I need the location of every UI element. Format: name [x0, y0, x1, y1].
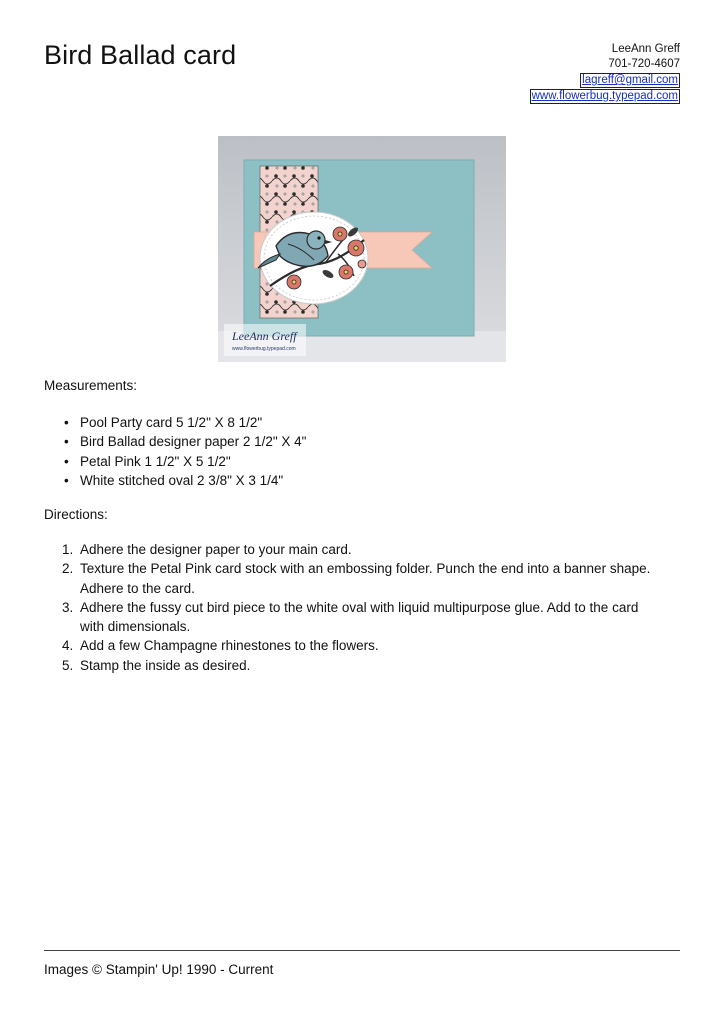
email-link[interactable]: lagreff@gmail.com	[582, 74, 678, 86]
step-text: Stamp the inside as desired.	[80, 657, 251, 673]
list-item: • Pool Party card 5 1/2" X 8 1/2"	[44, 413, 306, 432]
watermark	[224, 324, 306, 356]
footer-divider	[44, 950, 680, 951]
list-item	[44, 636, 664, 655]
contact-block	[530, 42, 680, 104]
step-text: Texture the Petal Pink card stock with an embossing folder. Punch the end into a banner shape. Adhere to the card.	[80, 561, 651, 596]
step-number: 3.	[62, 599, 74, 615]
card-photo	[218, 136, 506, 362]
page-title: Bird Ballad card	[44, 40, 237, 70]
footer-copyright: Images © Stampin' Up! 1990 - Current	[44, 962, 274, 977]
directions-heading: Directions:	[44, 507, 108, 522]
watermark-url: www.flowerbug.typepad.com	[232, 346, 296, 352]
step-number: 1.	[62, 542, 74, 557]
list-item	[44, 656, 664, 675]
list-item	[44, 540, 664, 559]
contact-phone: 701-720-4607	[608, 58, 680, 70]
website-link[interactable]: www.flowerbug.typepad.com	[531, 90, 678, 102]
step-text: Add a few Champagne rhinestones to the flowers.	[80, 638, 379, 654]
step-text: Adhere the fussy cut bird piece to the white oval with liquid multipurpose glue. Add to the card with dimensionals.	[80, 599, 639, 635]
directions-list	[44, 540, 664, 675]
step-number: 5.	[62, 657, 74, 673]
list-item: • White stitched oval 2 3/8" X 3 1/4"	[44, 471, 306, 490]
list-item: • Petal Pink 1 1/2" X 5 1/2"	[44, 452, 306, 471]
card-photo-image	[218, 136, 506, 362]
list-item	[44, 559, 664, 598]
list-item: • Bird Ballad designer paper 2 1/2" X 4"	[44, 432, 306, 451]
contact-name: LeeAnn Greff	[611, 43, 680, 55]
measurements-list	[44, 413, 306, 490]
step-number: 2.	[62, 561, 74, 577]
step-text: Adhere the designer paper to your main card.	[80, 542, 352, 557]
watermark-name: LeeAnn Greff	[232, 329, 297, 343]
step-number: 4.	[62, 638, 74, 654]
list-item	[44, 598, 664, 637]
measurements-heading: Measurements:	[44, 378, 138, 393]
